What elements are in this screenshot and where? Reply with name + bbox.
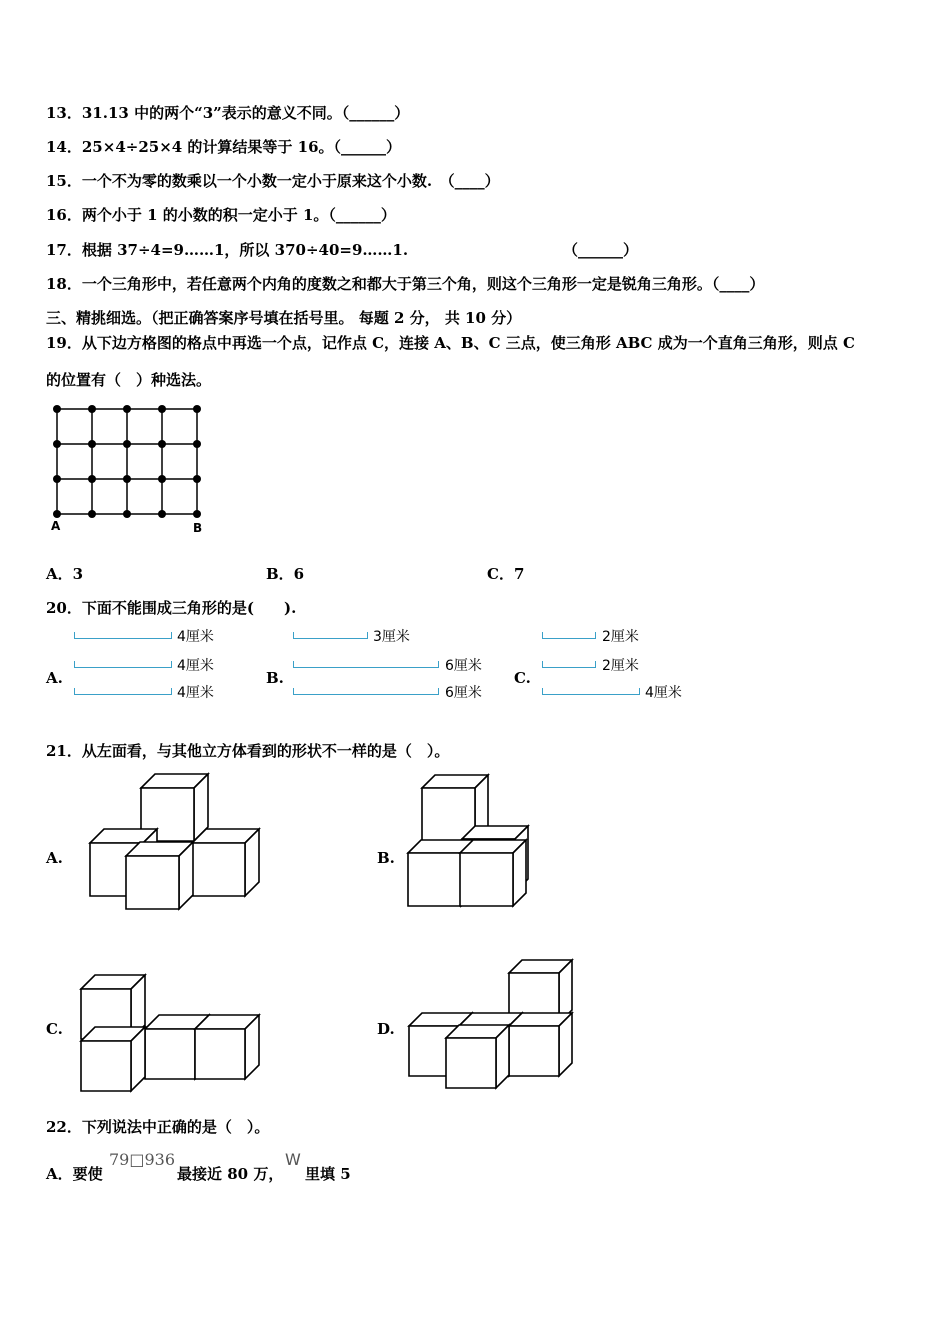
q19-grid-figure — [48, 402, 213, 537]
q20-b-segment-2-label: 6厘米 — [445, 658, 482, 674]
grid-dot — [158, 405, 166, 413]
cube — [81, 1027, 145, 1091]
question-20: 20．下面不能围成三角形的是( ). — [46, 599, 297, 617]
q21-option-b-label[interactable]: B. — [377, 849, 395, 867]
grid-dot — [158, 475, 166, 483]
grid-dot — [123, 510, 131, 518]
cube — [192, 829, 259, 896]
grid-dot — [123, 440, 131, 448]
section-3-heading: 三、精挑细选。（把正确答案序号填在括号里。 每题 2 分， 共 10 分） — [46, 309, 522, 327]
grid-dot — [193, 440, 201, 448]
q19-option-b[interactable]: B．6 — [266, 565, 305, 583]
grid-dot — [53, 510, 61, 518]
q21-figure-d — [400, 955, 580, 1095]
grid-label-a: A — [51, 519, 61, 533]
q22-option-a-mid: 最接近 80 万， — [177, 1165, 284, 1183]
q19-option-c[interactable]: C．7 — [487, 565, 525, 583]
question-17-blank: （______） — [563, 241, 639, 259]
q21-option-d-label[interactable]: D. — [377, 1020, 395, 1038]
question-13: 13．31.13 中的两个“3”表示的意义不同。（______） — [46, 104, 410, 122]
q20-b-segment-2 — [293, 661, 439, 668]
grid-dot — [123, 475, 131, 483]
question-15: 15．一个不为零的数乘以一个小数一定小于原来这个小数. （____） — [46, 172, 500, 190]
q20-a-segment-3 — [74, 688, 172, 695]
q20-option-a-label[interactable]: A. — [46, 669, 63, 687]
q20-a-segment-1 — [74, 632, 172, 639]
question-19-line2: 的位置有（ ）种选法。 — [46, 371, 212, 389]
q22-option-a-symbol: W — [285, 1150, 301, 1169]
grid-dot — [88, 475, 96, 483]
question-22: 22．下列说法中正确的是（ ）。 — [46, 1118, 270, 1136]
q20-c-segment-2 — [542, 661, 596, 668]
question-16: 16．两个小于 1 的小数的积一定小于 1。（______） — [46, 206, 396, 224]
q20-a-segment-3-label: 4厘米 — [177, 685, 214, 701]
grid-dot — [193, 510, 201, 518]
q20-a-segment-2 — [74, 661, 172, 668]
q21-figure-a — [80, 770, 270, 920]
question-18: 18．一个三角形中，若任意两个内角的度数之和都大于第三个角，则这个三角形一定是锐角三角形。（____） — [46, 275, 765, 293]
grid-dot — [158, 510, 166, 518]
grid-dot — [123, 405, 131, 413]
q20-a-segment-2-label: 4厘米 — [177, 658, 214, 674]
question-17: 17．根据 37÷4=9……1，所以 370÷40=9……1. — [46, 241, 409, 259]
question-19-line1: 19．从下边方格图的格点中再选一个点，记作点 C，连接 A、B、C 三点，使三角形 ABC 成为一个直角三角形，则点 C — [46, 334, 855, 352]
q20-b-segment-3-label: 6厘米 — [445, 685, 482, 701]
q21-option-a-label[interactable]: A. — [46, 849, 63, 867]
q20-c-segment-2-label: 2厘米 — [602, 658, 639, 674]
cube — [195, 1015, 259, 1079]
grid-dot — [88, 510, 96, 518]
q20-c-segment-1 — [542, 632, 596, 639]
grid-label-b: B — [193, 521, 203, 535]
cube — [460, 840, 526, 906]
grid-dot — [193, 405, 201, 413]
q20-c-segment-1-label: 2厘米 — [602, 629, 639, 645]
cube — [446, 1025, 509, 1088]
cube — [126, 842, 193, 909]
q20-c-segment-3 — [542, 688, 640, 695]
q19-option-a[interactable]: A．3 — [46, 565, 84, 583]
grid-dot — [88, 405, 96, 413]
q20-option-c-label[interactable]: C. — [514, 669, 531, 687]
grid-dot — [53, 475, 61, 483]
q22-option-a-prefix[interactable]: A．要使 — [46, 1165, 103, 1183]
grid-dot — [53, 405, 61, 413]
q20-b-segment-3 — [293, 688, 439, 695]
grid-dot — [53, 440, 61, 448]
q20-c-segment-3-label: 4厘米 — [645, 685, 682, 701]
q20-b-segment-1-label: 3厘米 — [373, 629, 410, 645]
cube — [509, 1013, 572, 1076]
q21-figure-c — [75, 970, 270, 1100]
q20-a-segment-1-label: 4厘米 — [177, 629, 214, 645]
question-14: 14．25×4÷25×4 的计算结果等于 16。（______） — [46, 138, 402, 156]
q20-b-segment-1 — [293, 632, 368, 639]
q22-option-a-suffix: 里填 5 — [305, 1165, 351, 1183]
q20-option-b-label[interactable]: B. — [266, 669, 284, 687]
q22-option-a-number: 79□936 — [109, 1150, 176, 1169]
grid-dot — [193, 475, 201, 483]
grid-dot — [158, 440, 166, 448]
question-21: 21．从左面看，与其他立方体看到的形状不一样的是（ ）。 — [46, 742, 450, 760]
q21-figure-b — [400, 775, 550, 915]
q21-option-c-label[interactable]: C. — [46, 1020, 63, 1038]
grid-dot — [88, 440, 96, 448]
